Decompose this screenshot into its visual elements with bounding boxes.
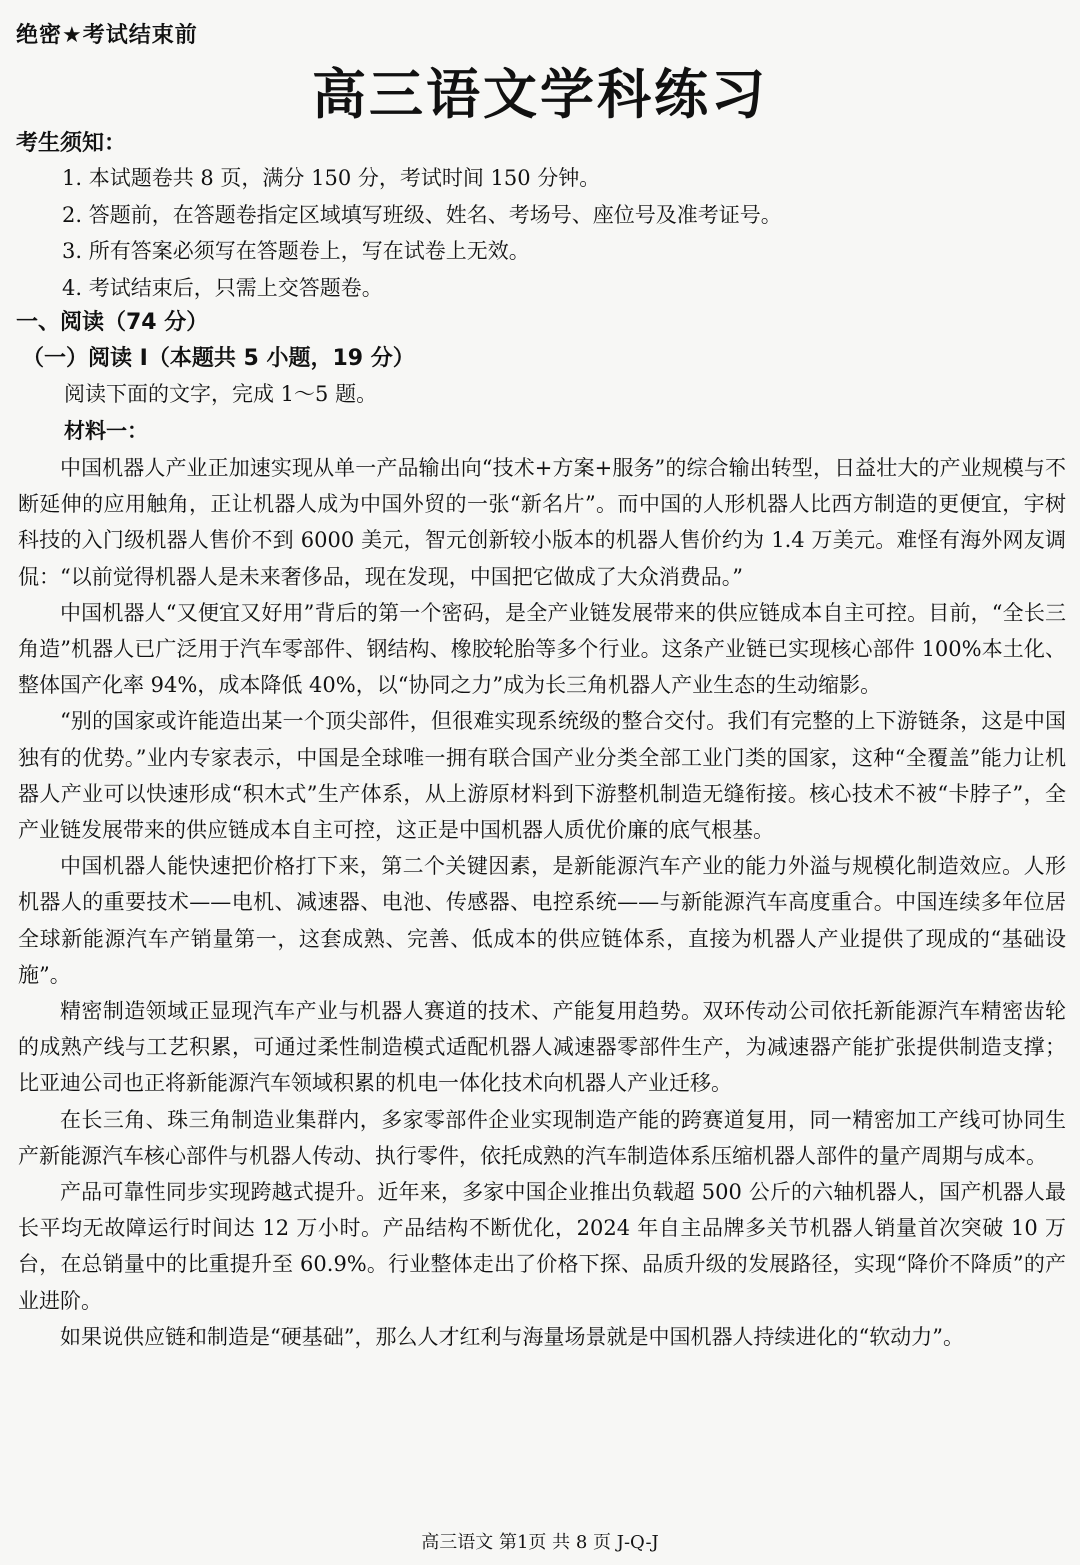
paragraph: 中国机器人“又便宜又好用”背后的第一个密码，是全产业链发展带来的供应链成本自主可控。目前，“全长三角造”机器人已广泛用于汽车零部件、钢结构、橡胶轮胎等多个行业。这条产业链已实现核心部件 100%本土化、整体国产化率 94%，成本降低 40%，以“协同之力”成为长三角机器人产业生态的生动缩影。 [18,600,1066,698]
sub-section-heading: （一）阅读 I（本题共 5 小题，19 分） [22,346,415,371]
instruction-text: 阅读下面的文字，完成 1～5 题。 [64,382,378,406]
notice-item: 3. 所有答案必须写在答题卷上，写在试卷上无效。 [62,239,530,263]
paragraph: “别的国家或许能造出某一个顶尖部件，但很难实现系统级的整合交付。我们有完整的上下游链条，这是中国独有的优势。”业内专家表示，中国是全球唯一拥有联合国产业分类全部工业门类的国家，这种“全覆盖”能力让机器人产业可以快速形成“积木式”生产体系，从上游原材料到下游整机制造无缝衔接。核心技术不被“卡脖子”，全产业链发展带来的供应链成本自主可控，这正是中国机器人质优价廉的底气根基。 [18,709,1066,843]
page-footer: 高三语文 第1页 共 8 页 J-Q-J [421,1532,659,1553]
paragraph: 中国机器人能快速把价格打下来，第二个关键因素，是新能源汽车产业的能力外溢与规模化制造效应。人形机器人的重要技术——电机、减速器、电池、传感器、电控系统——与新能源汽车高度重合。中国连续多年位居全球新能源汽车产销量第一，这套成熟、完善、低成本的供应链体系，直接为机器人产业提供了现成的“基础设施”。 [18,854,1066,987]
notice-item: 2. 答题前，在答题卷指定区域填写班级、姓名、考场号、座位号及准考证号。 [62,202,782,227]
reading-passage [18,450,1066,1355]
paragraph: 中国机器人产业正加速实现从单一产品输出向“技术+方案+服务”的综合输出转型，日益壮大的产业规模与不断延伸的应用触角，正让机器人成为中国外贸的一张“新名片”。而中国的人形机器人比西方制造的更便宜，宇树科技的入门级机器人售价不到 6000 美元，智元创新较小版本的机器人售价约为 1.4 万美元。难怪有海外网友调侃：“以前觉得机器人是未来奢侈品，现在发现，中国把它做成了大众消费品。” [18,456,1066,589]
paragraph: 如果说供应链和制造是“硬基础”，那么人才红利与海量场景就是中国机器人持续进化的“软动力”。 [60,1324,964,1349]
notice-item: 4. 考试结束后，只需上交答题卷。 [62,275,383,300]
secret-mark: 绝密★考试结束前 [16,23,198,48]
section-heading: 一、阅读（74 分） [16,310,209,335]
material-label: 材料一： [64,419,148,443]
paragraph: 在长三角、珠三角制造业集群内，多家零部件企业实现制造产能的跨赛道复用，同一精密加工产线可协同生产新能源汽车核心部件与机器人传动、执行零件，依托成熟的汽车制造体系压缩机器人部件的量产周期与成本。 [18,1107,1066,1168]
page-title: 高三语文学科练习 [312,63,768,126]
paragraph: 产品可靠性同步实现跨越式提升。近年来，多家中国企业推出负载超 500 公斤的六轴机器人，国产机器人最长平均无故障运行时间达 12 万小时。产品结构不断优化，2024 年自主品牌多关节机器人销量首次突破 10 万台，在总销量中的比重提升至 60.9%。行业整体走出了价格下探、品质升级的发展路径，实现“降价不降质”的产业进阶。 [18,1180,1066,1313]
paragraph: 精密制造领域正显现汽车产业与机器人赛道的技术、产能复用趋势。双环传动公司依托新能源汽车精密齿轮的成熟产线与工艺积累，可通过柔性制造模式适配机器人减速器零部件生产，为减速器产能扩张提供制造支撑；比亚迪公司也正将新能源汽车领域积累的机电一体化技术向机器人产业迁移。 [18,999,1066,1096]
notice-heading: 考生须知： [16,131,127,156]
notice-list [62,160,782,306]
notice-item: 1. 本试题卷共 8 页，满分 150 分，考试时间 150 分钟。 [62,166,601,190]
